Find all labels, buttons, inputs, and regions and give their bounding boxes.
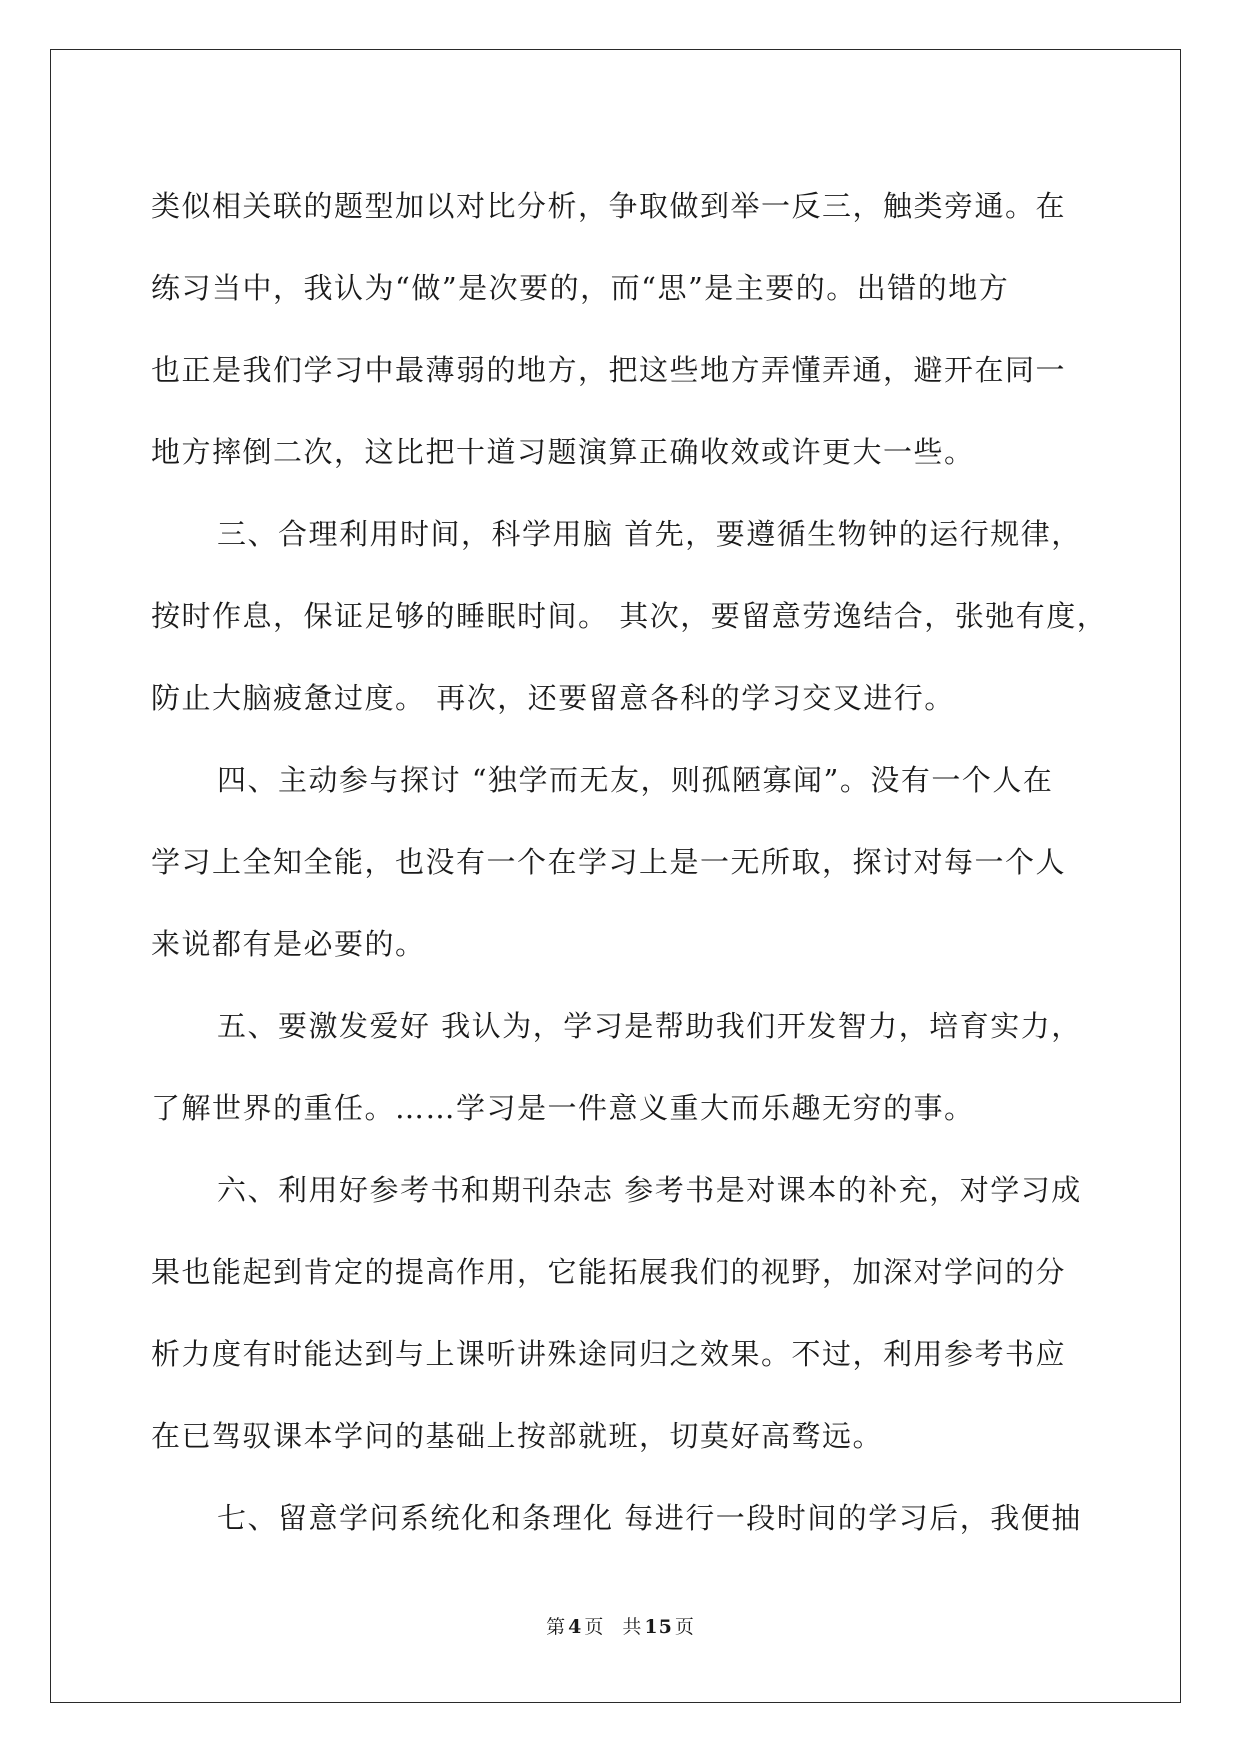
paragraph-reference-books <box>151 1149 1091 1477</box>
text-line: 在已驾驭课本学问的基础上按部就班，切莫好高骛远。 <box>151 1419 884 1453</box>
page-footer <box>0 1612 1241 1639</box>
text-line: 五、要激发爱好 我认为，学习是帮助我们开发智力，培育实力， <box>217 1009 1082 1043</box>
text-line: 防止大脑疲惫过度。 再次，还要留意各科的学习交叉进行。 <box>151 681 955 715</box>
text-line: 按时作息，保证足够的睡眠时间。 其次，要留意劳逸结合，张弛有度， <box>151 599 1108 633</box>
text-line: 练习当中，我认为“做”是次要的，而“思”是主要的。出错的地方 <box>151 271 1010 305</box>
paragraph-continuation <box>151 165 1091 493</box>
paragraph-discussion <box>151 739 1091 985</box>
text-line: 类似相关联的题型加以对比分析，争取做到举一反三，触类旁通。在 <box>151 189 1067 223</box>
document-body <box>151 165 1108 1559</box>
current-page-number: 4 <box>568 1616 583 1638</box>
text-line: 也正是我们学习中最薄弱的地方，把这些地方弄懂弄通，避开在同一 <box>151 353 1067 387</box>
text-line: 四、主动参与探讨 “独学而无友，则孤陋寡闻”。没有一个人在 <box>217 763 1054 797</box>
total-pages-suffix: 页 <box>674 1616 695 1638</box>
text-line: 三、合理利用时间，科学用脑 首先，要遵循生物钟的运行规律， <box>217 517 1082 551</box>
text-line: 地方摔倒二次，这比把十道习题演算正确收效或许更大一些。 <box>151 435 975 469</box>
text-line: 果也能起到肯定的提高作用，它能拓展我们的视野，加深对学问的分 <box>151 1255 1067 1289</box>
page-number-suffix: 页 <box>584 1616 605 1638</box>
paragraph-systematize <box>151 1477 1091 1559</box>
page-number-prefix: 第 <box>546 1616 567 1638</box>
paragraph-time-management <box>151 493 1108 739</box>
paragraph-interest <box>151 985 1091 1149</box>
text-line: 学习上全知全能，也没有一个在学习上是一无所取，探讨对每一个人 <box>151 845 1067 879</box>
total-pages-number: 15 <box>644 1616 673 1638</box>
text-line: 六、利用好参考书和期刊杂志 参考书是对课本的补充，对学习成 <box>217 1173 1082 1207</box>
text-line: 七、留意学问系统化和条理化 每进行一段时间的学习后，我便抽 <box>217 1501 1082 1535</box>
text-line: 了解世界的重任。……学习是一件意义重大而乐趣无穷的事。 <box>151 1091 975 1125</box>
text-line: 析力度有时能达到与上课听讲殊途同归之效果。不过，利用参考书应 <box>151 1337 1067 1371</box>
text-line: 来说都有是必要的。 <box>151 927 426 961</box>
total-pages-prefix: 共 <box>622 1616 643 1638</box>
